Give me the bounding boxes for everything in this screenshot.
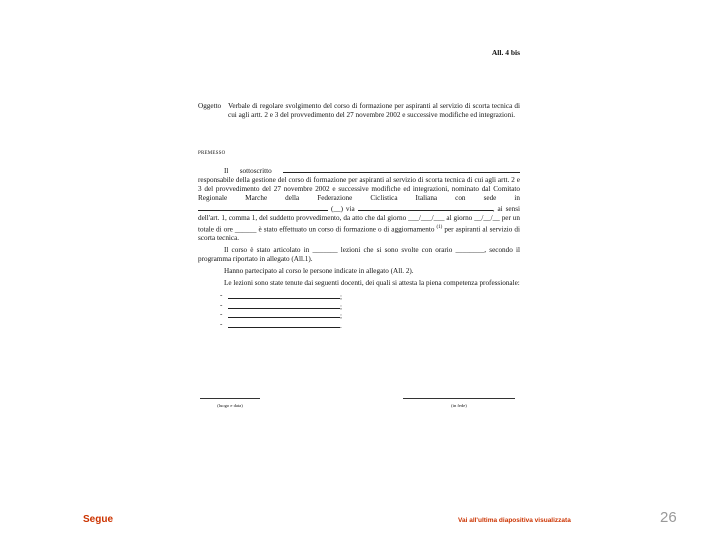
last-viewed-slide-link[interactable]: Vai all'ultima diapositiva visualizzata [458, 517, 571, 524]
paragraph-3: Hanno partecipato al corso le persone indicate in allegato (All. 2). [224, 267, 414, 276]
subject-text: Verbale di regolare svolgimento del corso di formazione per aspiranti al servizio di scorta tecnica di cui agli artt. 2 e 3 del provvedimento del 27 novembre 2002 e successive modifiche ed integrazioni. [228, 102, 520, 119]
list-item: - . [228, 320, 520, 330]
signature-place-date: (luogo e data) [200, 398, 260, 410]
document-page [198, 40, 520, 420]
p1-d: per aspiranti al servizio di scorta tecnica. [198, 225, 520, 243]
p1-a: responsabile della gestione del corso di formazione per aspiranti al servizio di scorta tecnica di cui agli artt. 2 e 3 del provvedimento del 27 novembre 2002 e successive modifiche ed integrazioni, nominato dal Comitato Regionale Marche della Federazione Ciclistica Italiana con sede in [198, 176, 520, 202]
next-slide-link[interactable]: Segue [83, 514, 114, 525]
p1-c: , ai sensi dell'art. 1, comma 1, del suddetto provvedimento, da atto che dal giorno ___/___/___ al giorno __/__/__ per un totale di ore ______ è stato effettuato un corso di formazione o di aggiornamento [198, 205, 521, 234]
blank-line [283, 165, 520, 173]
signature-in-faith: (in fede) [403, 398, 515, 410]
blank-line [228, 301, 340, 309]
paragraph-1 [198, 165, 520, 243]
list-item: - ; [228, 301, 520, 311]
p1-start: Il sottoscritto [224, 167, 272, 175]
slide-number: 26 [660, 509, 677, 526]
list-item: - ; [228, 310, 520, 320]
blank-line [228, 291, 340, 299]
attachment-label: All. 4 bis [491, 48, 520, 57]
subject-label: Oggetto [198, 102, 222, 110]
footnote-ref: (1) [436, 225, 443, 230]
blank-line [358, 203, 493, 211]
document-body [198, 165, 520, 329]
teachers-list [228, 291, 520, 329]
p1-b: (__) via [330, 205, 355, 213]
paragraph-4: Le lezioni sono state tenute dai seguenti docenti, dei quali si attesta la piena competenza professionale: [224, 279, 520, 288]
subject-block [198, 102, 520, 120]
blank-line [228, 310, 340, 318]
premise-heading: PREMESSO [198, 151, 226, 156]
blank-line [228, 320, 340, 328]
blank-line [198, 203, 328, 211]
signature-line [403, 398, 515, 399]
signature-line [200, 398, 260, 399]
list-item: - ; [228, 291, 520, 301]
paragraph-2: Il corso è stato articolato in _______ lezioni che si sono svolte con orario ________, secondo il programma riportato in allegato (All.1). [198, 246, 520, 264]
